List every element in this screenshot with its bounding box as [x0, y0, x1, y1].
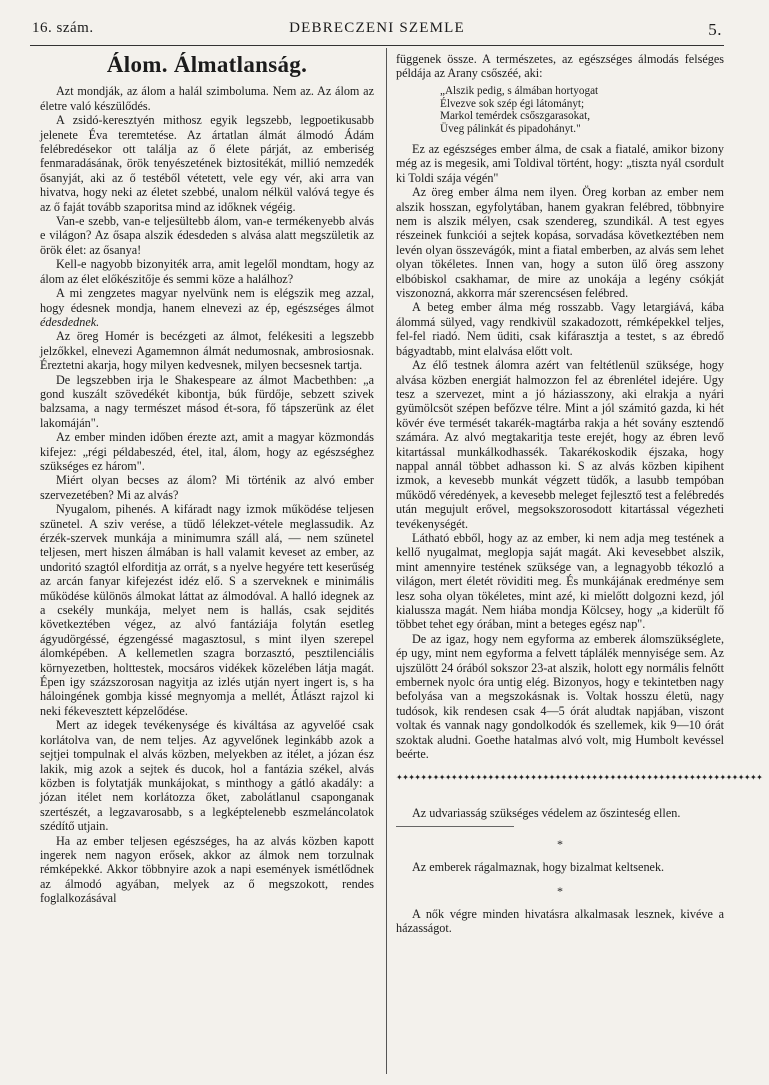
ornamental-divider: ✦✦✦✦✦✦✦✦✦✦✦✦✦✦✦✦✦✦✦✦✦✦✦✦✦✦✦✦✦✦✦✦✦✦✦✦✦✦✦✦✦✦✦✦✦✦✦✦✦✦✦✦✦✦✦✦✦✦✦✦ — [396, 773, 763, 783]
paragraph-with-italic — [40, 286, 374, 329]
paragraph: A zsidó-keresztyén mithosz egyik legszebb, legpoetikusabb jelenete Éva teremtetése. Az ártatlan álmát álmodó Ádám felébredésekor ott találja az ő élete párját, az emberiség fenmaradásának, örök tenyészetének biztositékát, millió nemzedék ősanyját, aki az ő testéből vétetett, vele egy vér, aki arra van hivatva, hogy neki az életet szebbé, unalom nélkül valóvá tegye és az ő faját tovább szaporitsa mind az időknek végéig. — [40, 113, 374, 214]
poem-line: Markol temérdek csőszgarasokat, — [440, 110, 591, 123]
asterisk-separator: * — [557, 837, 563, 852]
header-rule — [30, 45, 724, 46]
journal-title: DEBRECZENI SZEMLE — [289, 20, 465, 36]
paragraph: Nyugalom, pihenés. A kifáradt nagy izmok működése teljesen szünetel. A sziv verése, a tüdő lélekzet-vétele meglassudik. Az érzék-szervek munkája a minimumra száll alá, — nem szünetel teljesen, mert hiszen álmában is hall valamit keveset az ember, az undoritó szagtól elforditja az orrát, s a nyelve hegyére tett keserűség az arcán fanyar kifejezést idéz elő. S a szerveknek e minimális működése különös álmokat láttat az álmodóval. A halló idegnek az a csekély munkája, melyet nem is hallás, csak sejdités következtében végez, az alvó fantáziája folytán esetleg ágyudörgéssé, égzengéssé magasztosul, s mint ilyen szerepel álomképében. A kellemetlen szagra borzasztó, pesztilenciális környezetben, holttestek, mocsáros vidékek közelében látja magát. Épen igy százszorosan nagyitja az izlés utján nyert ingert is, s ha háloingének gombja kissé megnyomja a mellét, Átlászt rajzol ki neki fékevesztett képzelődése. — [40, 502, 374, 718]
poem-quote — [440, 85, 724, 136]
paragraph: A beteg ember álma még rosszabb. Vagy letargiává, kába álommá sülyed, vagy rendkivül szakadozott, rémképekkel teljes, fel-fel riadó. Nem üditi, csak kifárasztja a testet, s az ébredő bágyadtabb, mint elalvása előtt volt. — [396, 300, 724, 358]
paragraph: Az élő testnek álomra azért van feltétlenül szüksége, hogy alvása közben energiát halmozzon fel az ébrenlétel idejére. Ugy tesz a szervezet, mint a jó háziasszony, aki elrakja a nyári gyümölcsöt szépen befőzve télre. Mint a jól számitó gazda, ki hét kövér éve termését takarék-magtárba rakja a hét sovány esztendő számára. Az alvó megtakaritja teste erejét, hogy az ébren levő kitartással munkálkodhassék. Takarékoskodik éjszaka, hogy nappal annál többet adhasson ki. S az alvás közben kipihent izmok, a kevesebb munkát végzett tüdők, a lasubb tempóban működő véredények, a kevesebb meleget fejlesztő test a felébredés után megujult erővel, megsokszorosodott kitartással végezheti tevékenységét. — [396, 358, 724, 531]
italic-word: édesdednek. — [40, 314, 100, 329]
paragraph: Van-e szebb, van-e teljesültebb álom, van-e termékenyebb alvás e világon? Az ősapa alszik édesdeden s alvása alatt megszületik az örök élet: az ősanya! — [40, 214, 374, 257]
paragraph: Azt mondják, az álom a halál szimboluma. Nem az. Az álom az életre való készülődés. — [40, 84, 374, 113]
paragraph-continued: függenek össze. A természetes, az egészséges álmodás felséges példája az Arany csőszéé, aki: — [396, 52, 724, 81]
poem-line: „Alszik pedig, s álmában hortyogat — [440, 84, 599, 97]
paragraph: Látható ebből, hogy az az ember, ki nem adja meg testének a kellő nyugalmat, meglopja saját magát. Aki kevesebbet alszik, mint amennyire testének szüksége van, a legnagyobb tékozló a világon, mert életét röviditi meg. És munkájának eredménye sem lesz soha olyan tökéletes, mint azé, ki mielőtt dolgozni kezd, jól kialussza magát. Nem hiába mondja Kölcsey, hogy „a kiderült fő többet tehet egy órában, mint a beteges egész nap". — [396, 530, 724, 632]
column-divider — [386, 48, 387, 1074]
page-header — [32, 20, 722, 42]
aphorism: A nők végre minden hivatásra alkalmasak lesznek, kivéve a házasságot. — [396, 906, 724, 935]
article-title: Álom. Álmatlanság. — [106, 52, 308, 77]
left-column — [40, 52, 374, 906]
paragraph-text: A mi zengzetes magyar nyelvünk nem is elégszik meg azzal, hogy édesnek mondja, hanem elnevezi az ép, egészséges álmot — [40, 286, 374, 315]
paragraph: De legszebben irja le Shakespeare az álmot Macbethben: „a gond kuszált szövedékét kibontja, búk fürdője, sebzett szivek balzsama, a nagy természet másod ét-sora, fő tápszerünk az élet lakomáján". — [40, 372, 374, 430]
paragraph: Kell-e nagyobb bizonyiték arra, amit legelől mondtam, hogy az álom az élet előkészitője és semmi köze a halálhoz? — [40, 257, 374, 286]
right-column — [396, 52, 763, 935]
paragraph: Az ember minden időben érezte azt, amit a magyar közmondás kifejez: „régi példabeszéd, étel, ital, álom, hogy az egészséghez szükséges ez három". — [40, 430, 374, 473]
paragraph: Mert az idegek tevékenysége és kiváltása az agyvelőé csak korlátolva van, de nem teljes. Az agyvelőnek leginkább azok a sejtjei tompulnak el alvás közben, melyekben az itélet, a józan ész lakik, mig azok a sejtek és ducok, hol a fantázia székel, alvás közben is folytatják munkájokat, s minthogy a gátló akadály: a józan itélet nem korlátozza őket, zabolátlanul csaponganak szertészét, a legzavarosabb, s a legképtelenebb eszmeláncolatok szédítő utjain. — [40, 718, 374, 834]
aphorism: Az udvariasság szükséges védelem az őszinteség ellen. — [412, 805, 681, 820]
paragraph: Miért olyan becses az álom? Mi történik az alvó ember szervezetében? Mi az alvás? — [40, 473, 374, 502]
asterisk-separator: * — [557, 884, 563, 899]
aphorism: Az emberek rágalmaznak, hogy bizalmat keltsenek. — [412, 859, 665, 874]
paragraph: De az igaz, hogy nem egyforma az emberek álomszükséglete, ép ugy, mint nem egyforma a felvett táplálék mennyisége sem. Az ujszülött 24 órából sokszor 23-at alszik, holott egy normális felnőtt embernek nyolc óra untig elég. Bizonyos, hogy e tekintetben nagy befolyása van a megszokásnak is. Voltak hosszu életü, nagy tudósok, kik rendesen csak 4—5 órát aludtak napjában, viszont voltak és vannak nagy gondolkodók és szellemek, kik 9—10 órát szoktak aludni. Goethe hatalmas alvó volt, mig Humbolt kevéssel beérte. — [396, 631, 724, 762]
short-rule — [396, 826, 514, 827]
poem-line: Üveg pálinkát és pipadohányt." — [440, 123, 581, 136]
poem-line: Élvezve sok szép égi látományt; — [440, 97, 585, 110]
issue-number: 16. szám. — [32, 20, 94, 36]
paragraph: Az öreg ember álma nem ilyen. Öreg korban az ember nem alszik hosszan, egyfolytában, hanem gyakran felébred, többnyire nem is alszik mélyen, csak szendereg, szundikál. A test egyes részeinek funkciói a sejtek kopása, sorvadása következtében nem levén olyan összevágók, mint a fiatal emberben, az alvás sem lehet olyan tökéletes. Innen van, hogy a suton ülő öreg asszony elbóbiskol csakhamar, de mire az unokája a legény csókját viszonozná, akkorra már szerencsésen felébred. — [396, 185, 724, 301]
aphorisms-section — [396, 806, 724, 935]
paragraph: Az öreg Homér is becézgeti az álmot, felékesiti a legszebb jelzőkkel, elnevezi Agamemnon álmát nedumosnak, ambrosiosnak. Éreztetni akarja, hogy milyen kedvesnek, milyen becsesnek tartja. — [40, 329, 374, 373]
paragraph: Ha az ember teljesen egészséges, ha az alvás közben kapott ingerek nem nagyon erősek, akkor az álmok nem torzulnak rémképekké. Akkor többnyire azok a napi események ismétlődnek az álmodó agyában, melyek az ő megszokott, rendes foglalkozásával — [40, 833, 374, 906]
paragraph: Ez az egészséges ember álma, de csak a fiatalé, amikor bizony még az is megesik, ami Toldival történt, hogy: „tiszta nyál csordult ki Toldi szája végén" — [396, 142, 724, 185]
page-number: 5. — [708, 20, 722, 39]
